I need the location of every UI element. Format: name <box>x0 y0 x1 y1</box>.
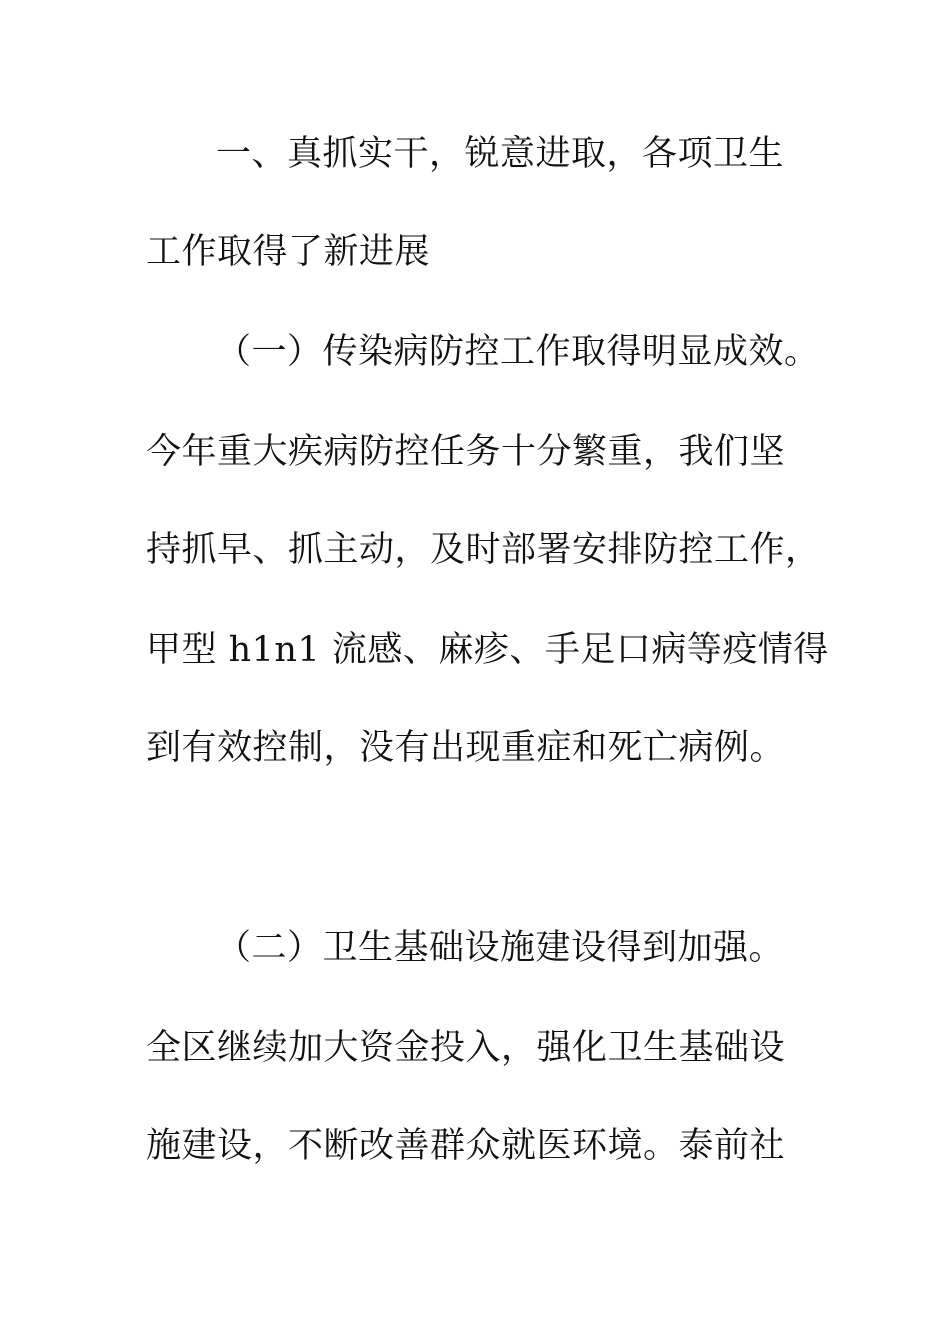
paragraph-2-line-2: 施建设，不断改善群众就医环境。泰前社 <box>146 1126 786 1166</box>
paragraph-1-line-4: 到有效控制，没有出现重症和死亡病例。 <box>146 728 786 768</box>
paragraph-1-line-2: 持抓早、抓主动，及时部署安排防控工作， <box>146 530 821 570</box>
subsection-heading-1: （一）传染病防控工作取得明显成效。 <box>216 332 820 372</box>
subsection-heading-2: （二）卫生基础设施建设得到加强。 <box>216 928 785 968</box>
section-heading-line-1: 一、真抓实干，锐意进取，各项卫生 <box>216 134 785 174</box>
section-heading-line-2: 工作取得了新进展 <box>146 232 431 272</box>
paragraph-1-line-1: 今年重大疾病防控任务十分繁重，我们坚 <box>146 432 786 472</box>
paragraph-2-line-1: 全区继续加大资金投入，强化卫生基础设 <box>146 1028 786 1068</box>
paragraph-1-line-3: 甲型 h1n1 流感、麻疹、手足口病等疫情得 <box>146 630 829 670</box>
